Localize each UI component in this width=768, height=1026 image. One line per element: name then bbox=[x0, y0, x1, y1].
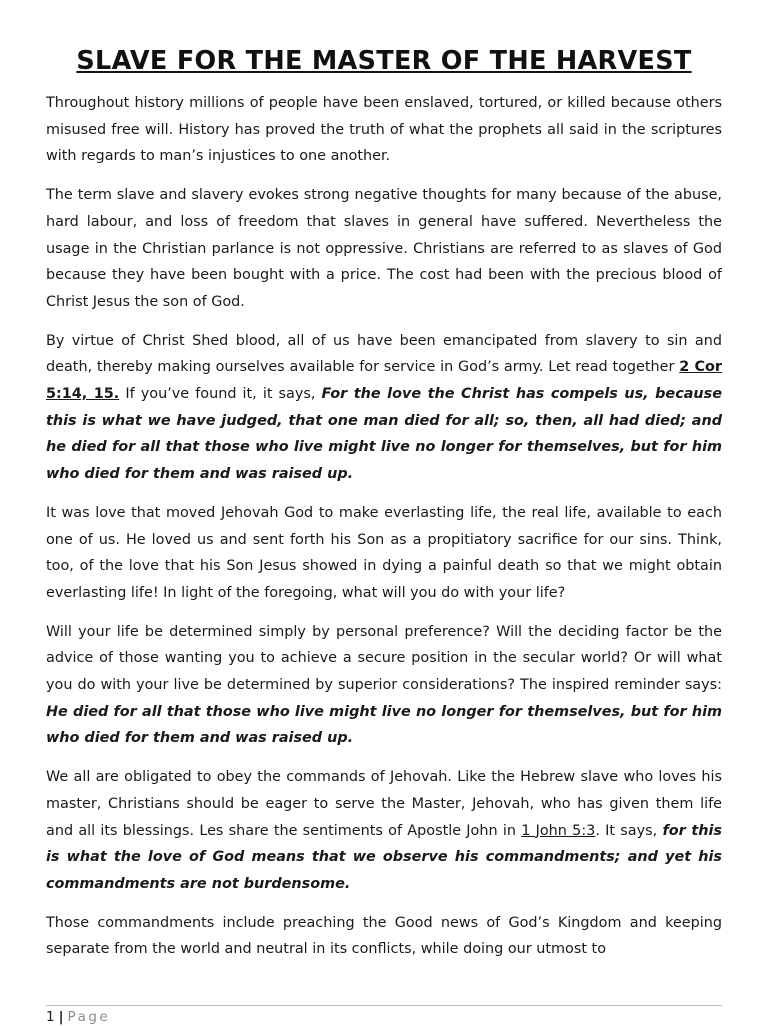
scripture-reference-1-john: 1 John 5:3 bbox=[521, 822, 596, 839]
paragraph-6 bbox=[46, 764, 722, 898]
paragraph-2: The term slave and slavery evokes strong negative thoughts for many because of the abuse, hard labour, and loss of freedom that slaves in general have suffered. Nevertheless the usage in the Christian parlance is not oppressive. Christians are referred to as slaves of God because they have been bought with a price. The cost had been with the precious blood of Christ Jesus the son of God. bbox=[46, 187, 722, 310]
document-page bbox=[46, 44, 722, 975]
scripture-quote-1-john: for this is what the love of God means that we observe his commandments; and yet his commandments are not burdensome. bbox=[46, 822, 722, 892]
document-title: SLAVE FOR THE MASTER OF THE HARVEST bbox=[76, 46, 692, 76]
paragraph-5-text: Will your life be determined simply by personal preference? Will the deciding factor be the advice of those wanting you to achieve a secure position in the secular world? Or will what you do with your live be determined by superior considerations? The inspired reminder says: bbox=[46, 623, 722, 694]
scripture-reference-2-cor: 2 Cor 5:14, 15. bbox=[46, 359, 722, 403]
paragraph-3 bbox=[46, 328, 722, 488]
paragraph-4: It was love that moved Jehovah God to make everlasting life, the real life, available to each one of us. He loved us and sent forth his Son as a propitiatory sacrifice for our sins. Think, too, of the love that his Son Jesus showed in dying a painful death so that we might obtain everlasting life! In light of the foregoing, what will you do with your life? bbox=[46, 504, 722, 601]
paragraph-3-text-1: By virtue of Christ Shed blood, all of us have been emancipated from slavery to sin and death, thereby making ourselves available for service in God’s army. Let read together bbox=[46, 332, 722, 376]
paragraph-6-text-1: We all are obligated to obey the commands of Jehovah. Like the Hebrew slave who loves his master, Christians should be eager to serve the Master, Jehovah, who has given them life and all its blessings. Les share the sentiments of Apostle John in bbox=[46, 769, 722, 839]
paragraph-1: Throughout history millions of people have been enslaved, tortured, or killed because others misused free will. History has proved the truth of what the prophets all said in the scriptures with regards to man’s injustices to one another. bbox=[46, 95, 722, 165]
paragraph-5 bbox=[46, 619, 722, 753]
paragraph-3-text-2: If you’ve found it, it says, bbox=[119, 386, 322, 403]
page-label: Page bbox=[67, 1009, 111, 1025]
scripture-quote-2-cor: For the love the Christ has compels us, because this is what we have judged, that one man died for all; so, then, all had died; and he died for all that those who live might live no longer for themselves, but for him who died for them and was raised up. bbox=[46, 386, 723, 483]
inspired-reminder-quote: He died for all that those who live might live no longer for themselves, but for him who died for them and was raised up. bbox=[46, 703, 722, 747]
page-number: 1 bbox=[46, 1009, 55, 1025]
paragraph-7: Those commandments include preaching the Good news of God’s Kingdom and keeping separate from the world and neutral in its conflicts, while doing our utmost to bbox=[46, 914, 722, 958]
footer-separator: | bbox=[58, 1009, 64, 1025]
paragraph-6-text-2: . It says, bbox=[595, 822, 663, 839]
page-footer bbox=[46, 1005, 722, 1026]
